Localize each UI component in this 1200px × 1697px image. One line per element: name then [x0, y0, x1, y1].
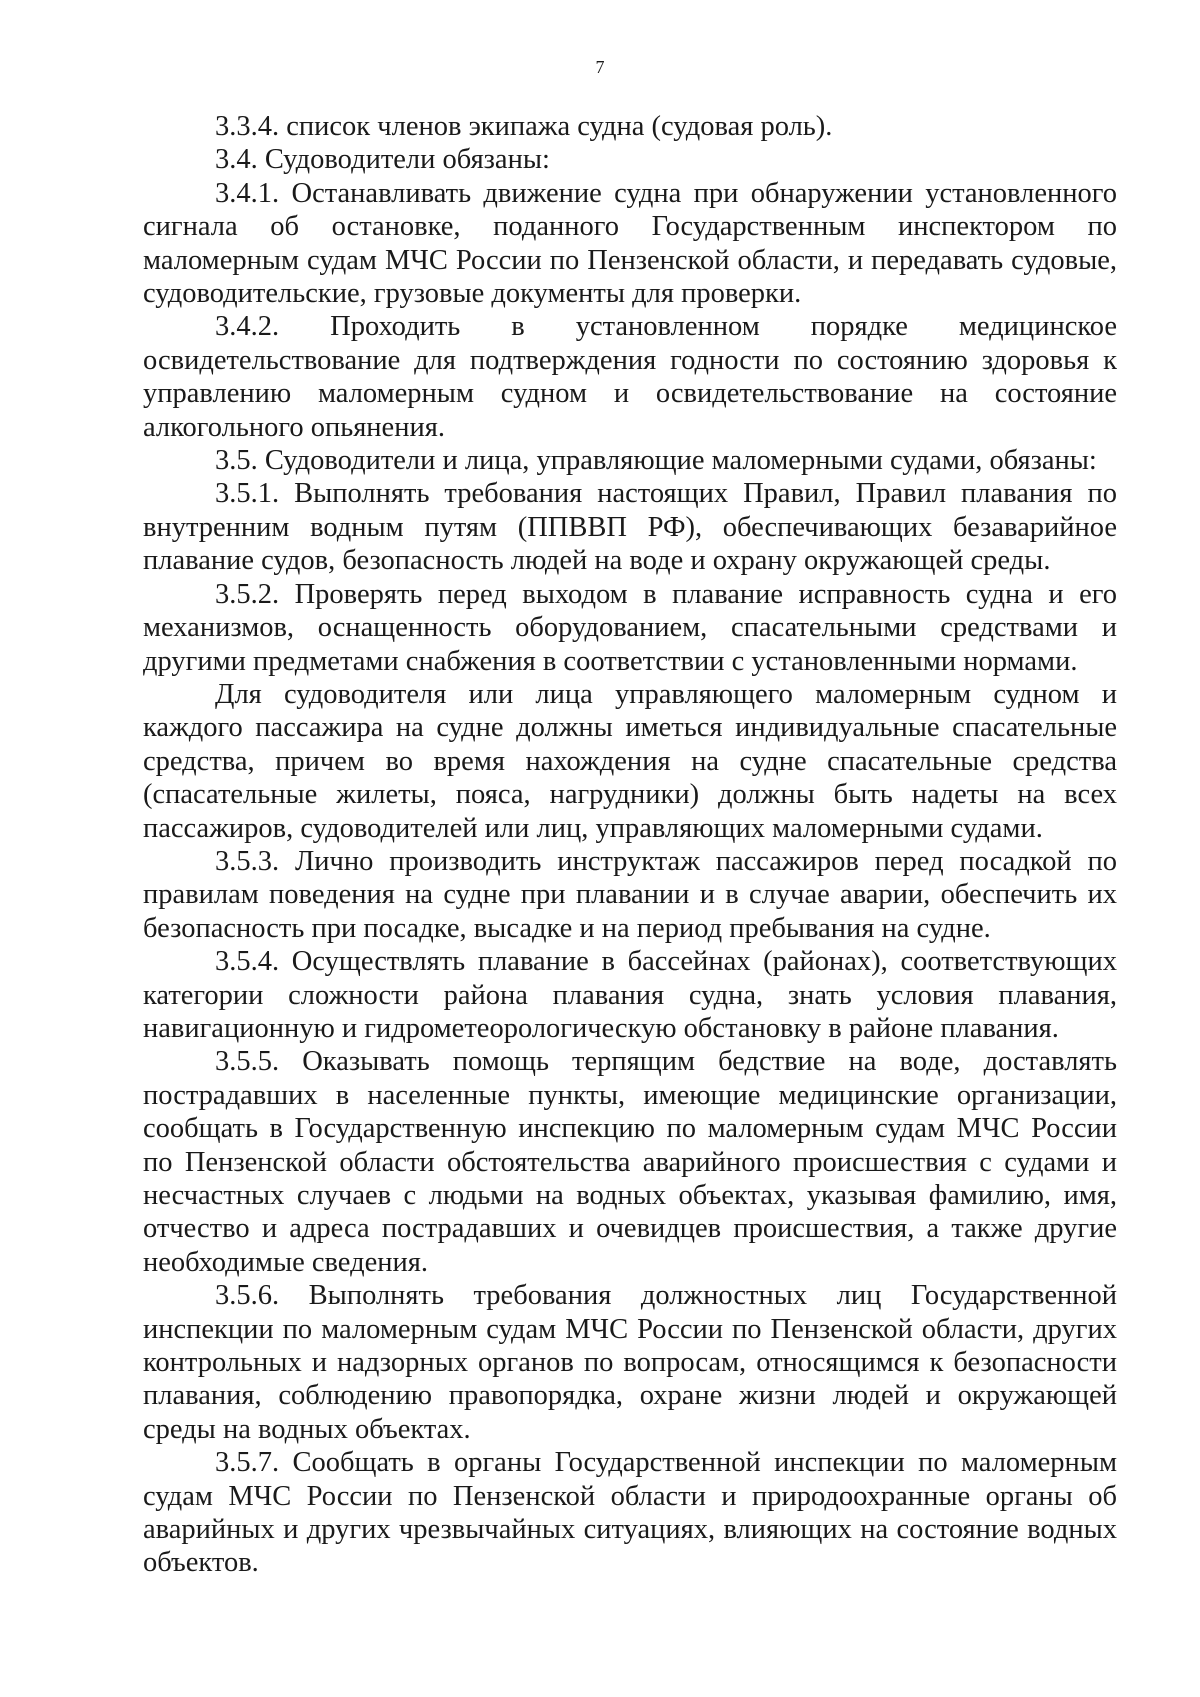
- paragraph-3-3-4: 3.3.4. список членов экипажа судна (судовая роль).: [215, 111, 833, 142]
- paragraph-3-5-7: 3.5.7. Сообщать в органы Государственной инспекции по маломерным судам МЧС России по Пензенской области и природоохранные органы об аварийных и других чрезвычайных ситуациях, влияющих на состояние водных объектов.: [143, 1447, 1117, 1579]
- page-number: 7: [595, 57, 605, 77]
- paragraph-3-4-2: 3.4.2. Проходить в установленном порядке медицинское освидетельствование для подтверждения годности по состоянию здоровья к управлению маломерным судном и освидетельствование на состояние алкогольного опьянения.: [143, 311, 1117, 443]
- paragraph-3-4-1: 3.4.1. Останавливать движение судна при обнаружении установленного сигнала об остановке, поданного Государственным инспектором по маломерным судам МЧС России по Пензенской области, и передавать судовые, судоводительские, грузовые документы для проверки.: [143, 177, 1117, 310]
- paragraph-3-4: 3.4. Судоводители обязаны:: [215, 144, 550, 176]
- paragraph-3-5: 3.5. Судоводители и лица, управляющие маломерными судами, обязаны:: [215, 445, 1097, 477]
- document-body: [143, 110, 1117, 1580]
- paragraph-life-saving-equipment: Для судоводителя или лица управляющего маломерным судном и каждого пассажира на судне должны иметься индивидуальные спасательные средства, причем во время нахождения на судне спасательные средства (спасательные жилеты, пояса, нагрудники) должны быть надеты на всех пассажиров, судоводителей или лиц, управляющих маломерными судами.: [143, 678, 1117, 844]
- paragraph-3-5-4: 3.5.4. Осуществлять плавание в бассейнах (районах), соответствующих категории сложности района плавания судна, знать условия плавания, навигационную и гидрометеорологическую обстановку в районе плавания.: [143, 946, 1117, 1044]
- paragraph-3-5-5: 3.5.5. Оказывать помощь терпящим бедствие на воде, доставлять пострадавших в населенные пункты, имеющие медицинские организации, сообщать в Государственную инспекцию по маломерным судам МЧС России по Пензенской области обстоятельства аварийного происшествия с судами и несчастных случаев с людьми на водных объектах, указывая фамилию, имя, отчество и адреса пострадавших и очевидцев происшествия, а также другие необходимые сведения.: [143, 1046, 1117, 1278]
- paragraph-3-5-2: 3.5.2. Проверять перед выходом в плавание исправность судна и его механизмов, оснащенность оборудованием, спасательными средствами и другими предметами снабжения в соответствии с установленными нормами.: [143, 578, 1117, 677]
- paragraph-3-5-3: 3.5.3. Лично производить инструктаж пассажиров перед посадкой по правилам поведения на судне при плавании и в случае аварии, обеспечить их безопасность при посадке, высадке и на период пребывания на судне.: [143, 845, 1117, 944]
- paragraph-3-5-1: 3.5.1. Выполнять требования настоящих Правил, Правил плавания по внутренним водным путям (ППВВП РФ), обеспечивающих безаварийное плавание судов, безопасность людей на воде и охрану окружающей среды.: [143, 478, 1117, 577]
- paragraph-3-5-6: 3.5.6. Выполнять требования должностных лиц Государственной инспекции по маломерным судам МЧС России по Пензенской области, других контрольных и надзорных органов по вопросам, относящимся к безопасности плавания, соблюдению правопорядка, охране жизни людей и окружающей среды на водных объектах.: [143, 1280, 1117, 1445]
